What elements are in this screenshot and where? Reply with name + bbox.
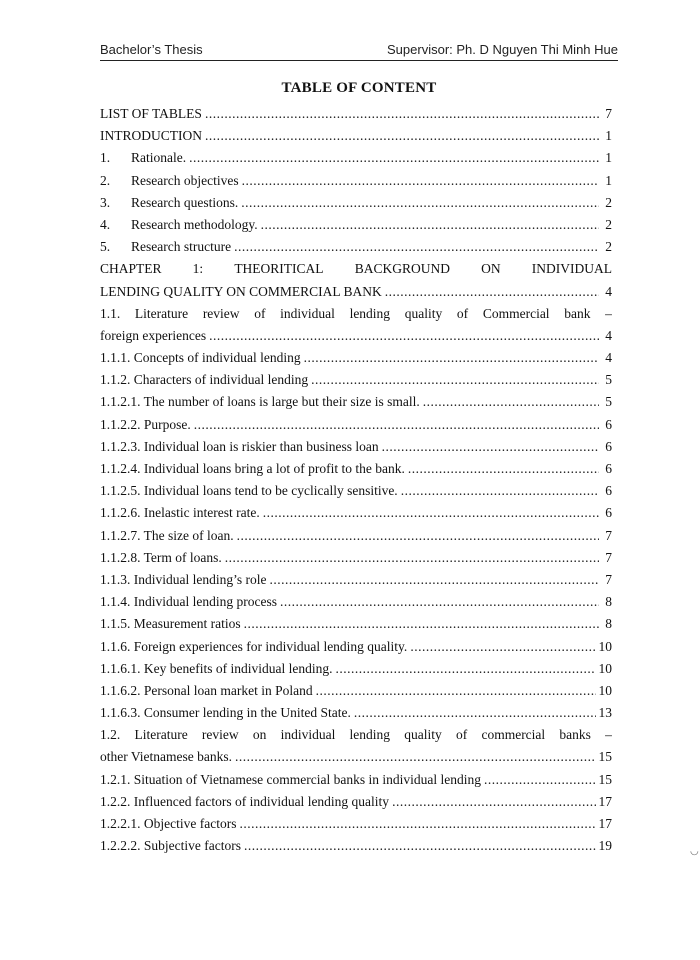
toc-heading-line bbox=[100, 258, 612, 280]
header-rule bbox=[100, 60, 618, 61]
page-header bbox=[100, 40, 618, 60]
toc-entry-title: Rationale. bbox=[131, 150, 187, 166]
toc-entry-title: 1.1.6.3. Consumer lending in the United State. bbox=[100, 705, 351, 721]
toc-heading-word: lending bbox=[349, 305, 391, 321]
toc-leader-dots bbox=[484, 769, 596, 791]
toc-entry[interactable] bbox=[100, 192, 612, 214]
toc-entry[interactable] bbox=[100, 281, 612, 303]
toc-leader-dots bbox=[189, 147, 599, 169]
toc-entry-number: 2. bbox=[100, 172, 111, 188]
toc-page-number: 8 bbox=[605, 616, 612, 632]
toc-entry[interactable] bbox=[100, 103, 612, 125]
toc-entry[interactable] bbox=[100, 791, 612, 813]
toc-leader-dots bbox=[316, 680, 596, 702]
toc-page-number: 2 bbox=[605, 194, 612, 210]
toc-leader-dots bbox=[209, 325, 599, 347]
toc-page-number: 6 bbox=[605, 416, 612, 432]
toc-page-number: 17 bbox=[598, 793, 612, 809]
toc-heading-word: THEORITICAL bbox=[234, 261, 324, 277]
toc-entry-title: 1.2.2.2. Subjective factors bbox=[100, 838, 241, 854]
toc-heading-word: individual bbox=[280, 727, 336, 743]
toc-entry[interactable] bbox=[100, 369, 612, 391]
toc-page-number: 4 bbox=[605, 327, 612, 343]
toc-entry-title: 1.1.2.7. The size of loan. bbox=[100, 527, 234, 543]
toc-entry[interactable] bbox=[100, 170, 612, 192]
toc-entry-title: 1.1.6.1. Key benefits of individual lending. bbox=[100, 660, 333, 676]
toc-entry[interactable] bbox=[100, 391, 612, 413]
toc-heading-word: CHAPTER bbox=[100, 261, 162, 277]
toc-entry[interactable] bbox=[100, 436, 612, 458]
toc-entry[interactable] bbox=[100, 502, 612, 524]
toc-page-number: 6 bbox=[605, 461, 612, 476]
toc-entry-title: 1.2.1. Situation of Vietnamese commercial banks in individual lending bbox=[100, 771, 481, 787]
toc-entry-title: Research structure bbox=[131, 239, 232, 255]
toc-entry-number: 4. bbox=[100, 216, 111, 232]
toc-heading-word: individual bbox=[280, 305, 335, 321]
toc-heading-word: Literature bbox=[134, 305, 189, 321]
toc-entry[interactable] bbox=[100, 813, 612, 835]
toc-page-number: 15 bbox=[598, 771, 612, 787]
toc-heading-word: of bbox=[455, 727, 468, 743]
toc-leader-dots bbox=[261, 214, 599, 236]
toc-leader-dots bbox=[244, 613, 599, 635]
toc-leader-dots bbox=[242, 170, 599, 192]
toc-entry-title: INTRODUCTION bbox=[100, 128, 202, 144]
toc-page-number: 7 bbox=[605, 571, 612, 587]
toc-heading-word: 1: bbox=[192, 261, 204, 277]
toc-page-number: 15 bbox=[598, 749, 612, 765]
toc-page-number: 10 bbox=[598, 638, 612, 654]
toc-heading-word: INDIVIDUAL bbox=[531, 261, 612, 277]
toc-page-number: 4 bbox=[605, 350, 612, 366]
toc-leader-dots bbox=[269, 569, 599, 591]
toc-leader-dots bbox=[335, 658, 595, 680]
toc-heading-word: banks bbox=[559, 727, 591, 743]
toc-leader-dots bbox=[354, 702, 596, 724]
toc-entry-title: 1.1.3. Individual lending’s role bbox=[100, 571, 267, 587]
toc-leader-dots bbox=[241, 192, 599, 214]
toc-entry-title: 1.1.2.2. Purpose. bbox=[100, 416, 191, 432]
page-title: TABLE OF CONTENT bbox=[281, 80, 437, 96]
toc-entry[interactable] bbox=[100, 236, 612, 258]
toc-heading-word: of bbox=[254, 305, 266, 321]
toc-leader-dots bbox=[280, 591, 599, 613]
toc-entry-title: Research methodology. bbox=[131, 216, 258, 232]
toc-page-number: 1 bbox=[605, 172, 612, 188]
toc-leader-dots bbox=[408, 458, 599, 480]
toc-heading-word: Commercial bbox=[482, 305, 550, 321]
toc-page-number: 17 bbox=[598, 816, 612, 831]
toc-entry-title: 1.1.4. Individual lending process bbox=[100, 594, 277, 610]
toc-leader-dots bbox=[401, 480, 599, 502]
toc-entry-title: 1.1.2.6. Inelastic interest rate. bbox=[100, 505, 260, 521]
toc-heading-word: bank bbox=[564, 305, 591, 321]
toc-leader-dots bbox=[239, 813, 595, 835]
toc-page-number: 6 bbox=[605, 438, 612, 454]
toc-entry-title: 1.1.6. Foreign experiences for individual lending quality. bbox=[100, 638, 408, 654]
toc-entry[interactable] bbox=[100, 591, 612, 613]
toc-page-number: 10 bbox=[598, 682, 612, 698]
toc-heading-word: commercial bbox=[481, 727, 546, 743]
toc-entry[interactable] bbox=[100, 147, 612, 169]
toc-heading-line bbox=[100, 724, 612, 746]
toc-entry-title: 1.1.1. Concepts of individual lending bbox=[100, 350, 301, 366]
toc-entry[interactable] bbox=[100, 702, 612, 724]
toc-entry[interactable] bbox=[100, 125, 612, 147]
toc-heading-word: of bbox=[456, 305, 469, 321]
toc-heading-word: quality bbox=[404, 305, 443, 321]
toc-page-number: 2 bbox=[605, 216, 612, 232]
toc-page-number: 7 bbox=[605, 527, 612, 543]
toc-entry-title: Research questions. bbox=[131, 194, 239, 210]
toc-leader-dots bbox=[382, 436, 599, 458]
toc-page-number: 1 bbox=[605, 150, 612, 166]
toc-leader-dots bbox=[410, 636, 595, 658]
toc-heading-word: 1.1. bbox=[100, 305, 121, 321]
toc-entry[interactable] bbox=[100, 547, 612, 569]
toc-leader-dots bbox=[385, 281, 599, 303]
toc-heading-word: 1.2. bbox=[100, 727, 121, 743]
toc-page-number: 4 bbox=[605, 283, 612, 299]
toc-entry[interactable] bbox=[100, 214, 612, 236]
toc-entry[interactable] bbox=[100, 658, 612, 680]
toc-entry-title: 1.1.2.1. The number of loans is large but their size is small. bbox=[100, 394, 420, 410]
toc-leader-dots bbox=[205, 125, 599, 147]
toc-page-number: 19 bbox=[598, 838, 612, 854]
toc-leader-dots bbox=[423, 391, 599, 413]
toc-page-number: 2 bbox=[605, 239, 612, 255]
toc-page-number: 6 bbox=[605, 483, 612, 499]
toc-page-number: 6 bbox=[605, 505, 612, 521]
toc-entry[interactable] bbox=[100, 769, 612, 791]
toc-leader-dots bbox=[304, 347, 599, 369]
toc-entry-title: Research objectives bbox=[131, 172, 239, 188]
toc-entry-title: 1.1.2.5. Individual loans tend to be cyclically sensitive. bbox=[100, 483, 398, 499]
toc-entry[interactable] bbox=[100, 414, 612, 436]
toc-leader-dots bbox=[235, 746, 595, 768]
toc-entry-title: LIST OF TABLES bbox=[100, 106, 202, 121]
toc-entry-title: 1.2.2.1. Objective factors bbox=[100, 816, 237, 831]
toc-heading-line bbox=[100, 303, 612, 325]
toc-page-number: 13 bbox=[598, 705, 612, 721]
toc-leader-dots bbox=[263, 502, 599, 524]
toc-entry-title: 1.1.5. Measurement ratios bbox=[100, 616, 241, 632]
toc-entry-title: 1.1.2. Characters of individual lending bbox=[100, 372, 309, 388]
toc-entry[interactable] bbox=[100, 525, 612, 547]
toc-page-number: 7 bbox=[605, 549, 612, 565]
header-supervisor: Supervisor: Ph. D Nguyen Thi Minh Hue bbox=[387, 42, 618, 57]
toc-heading-word: BACKGROUND bbox=[354, 261, 450, 277]
toc-entry-number: 3. bbox=[100, 194, 111, 210]
toc-heading-word: quality bbox=[404, 727, 442, 743]
toc-heading-word: – bbox=[605, 727, 612, 743]
toc-heading-word: review bbox=[202, 305, 240, 321]
toc-entry-title: 1.1.2.4. Individual loans bring a lot of profit to the bank. bbox=[100, 461, 405, 476]
toc-heading-word: on bbox=[252, 727, 267, 743]
toc-page-number: 7 bbox=[605, 106, 612, 121]
margin-mark: ◡ bbox=[690, 846, 699, 857]
toc-leader-dots bbox=[311, 369, 599, 391]
toc-entry[interactable] bbox=[100, 347, 612, 369]
toc-leader-dots bbox=[244, 835, 596, 857]
toc-entry[interactable] bbox=[100, 613, 612, 635]
toc-entry-title: 1.1.6.2. Personal loan market in Poland bbox=[100, 682, 313, 698]
toc-entry-title: foreign experiences bbox=[100, 327, 207, 343]
toc-page-number: 10 bbox=[598, 660, 612, 676]
toc-entry-number: 1. bbox=[100, 150, 111, 166]
toc-page-number: 5 bbox=[605, 372, 612, 388]
toc-entry-number: 5. bbox=[100, 239, 111, 255]
table-of-contents bbox=[100, 103, 612, 857]
toc-leader-dots bbox=[205, 103, 599, 125]
toc-entry[interactable] bbox=[100, 569, 612, 591]
toc-leader-dots bbox=[234, 236, 599, 258]
toc-entry-title: 1.1.2.8. Term of loans. bbox=[100, 549, 222, 565]
toc-entry-title: 1.1.2.3. Individual loan is riskier than business loan bbox=[100, 438, 379, 454]
toc-entry[interactable] bbox=[100, 746, 612, 768]
toc-entry[interactable] bbox=[100, 835, 612, 857]
toc-entry-title: 1.2.2. Influenced factors of individual lending quality bbox=[100, 793, 390, 809]
toc-leader-dots bbox=[237, 525, 599, 547]
toc-entry-title: other Vietnamese banks. bbox=[100, 749, 233, 765]
header-thesis-label: Bachelor’s Thesis bbox=[100, 42, 203, 57]
toc-heading-word: review bbox=[201, 727, 239, 743]
toc-page-number: 1 bbox=[605, 128, 612, 144]
toc-leader-dots bbox=[225, 547, 599, 569]
toc-entry[interactable] bbox=[100, 458, 612, 480]
toc-heading-word: Literature bbox=[134, 727, 188, 743]
toc-entry[interactable] bbox=[100, 480, 612, 502]
toc-entry[interactable] bbox=[100, 680, 612, 702]
toc-entry[interactable] bbox=[100, 325, 612, 347]
toc-heading-word: ON bbox=[481, 261, 501, 277]
toc-page-number: 5 bbox=[605, 394, 612, 410]
toc-entry[interactable] bbox=[100, 636, 612, 658]
toc-heading-word: lending bbox=[349, 727, 391, 743]
toc-entry-title: LENDING QUALITY ON COMMERCIAL BANK bbox=[100, 283, 382, 299]
toc-leader-dots bbox=[392, 791, 595, 813]
toc-leader-dots bbox=[194, 414, 599, 436]
toc-heading-word: – bbox=[605, 305, 612, 321]
toc-page-number: 8 bbox=[605, 594, 612, 610]
